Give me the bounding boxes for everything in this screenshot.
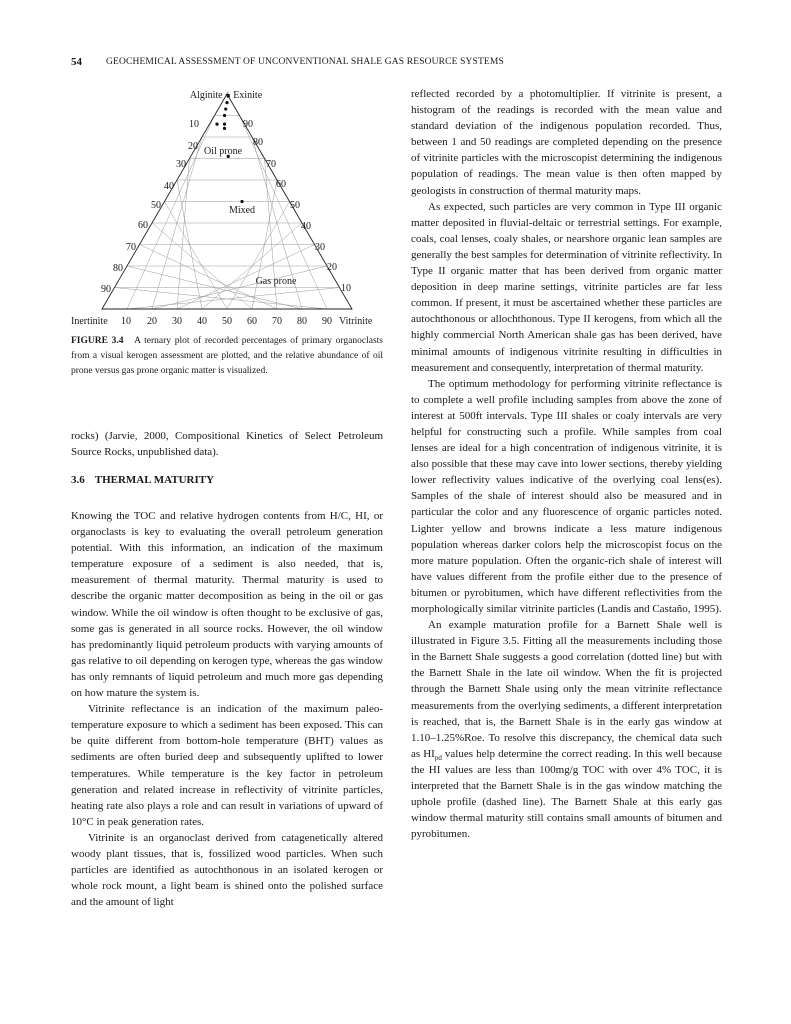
- page-number: 54: [71, 56, 82, 68]
- right-tick-30: 30: [315, 242, 325, 253]
- running-title: GEOCHEMICAL ASSESSMENT OF UNCONVENTIONAL SHALE GAS RESOURCE SYSTEMS: [106, 57, 504, 67]
- bottom-tick-80: 80: [297, 316, 307, 327]
- ternary-grid: [115, 116, 340, 310]
- bottom-tick-50: 50: [222, 316, 232, 327]
- bottom-tick-70: 70: [272, 316, 282, 327]
- right-tick-20: 20: [327, 262, 337, 273]
- bottom-tick-20: 20: [147, 316, 157, 327]
- left-tick-60: 60: [138, 220, 148, 231]
- data-point: [223, 114, 226, 117]
- left-column-top: [71, 428, 383, 460]
- figure-caption-label: FIGURE 3.4: [71, 336, 124, 346]
- ternary-plot: [68, 82, 386, 332]
- grid-line-left-parallel: [165, 202, 228, 310]
- left-paragraph-continuation: rocks) (Jarvie, 2000, Compositional Kinetics of Select Petroleum Source Rocks, unpublished data).: [71, 430, 383, 459]
- bottom-tick-60: 60: [247, 316, 257, 327]
- section-heading: [71, 474, 224, 486]
- left-tick-40: 40: [164, 181, 174, 192]
- right-paragraph-1: reflected recorded by a photomultiplier. If vitrinite is present, a histogram of the readings is recorded with the mean value and standard deviation of the indigenous population recorded. Thus, between 1 and 50 readings are completed depending on the presence of vitrinite particles with the microscopist determining the indigenous population of readings. The mean value is then often mapped by geologists in construction of thermal maturity maps.: [411, 88, 722, 197]
- zone-label-oil-prone: Oil prone: [203, 146, 243, 157]
- right-tick-90: 90: [243, 119, 253, 130]
- right-tick-60: 60: [276, 179, 286, 190]
- right-tick-70: 70: [266, 159, 276, 170]
- left-tick-80: 80: [113, 263, 123, 274]
- bottom-tick-30: 30: [172, 316, 182, 327]
- data-point: [223, 123, 226, 126]
- figure-caption: [71, 334, 383, 378]
- left-tick-20: 20: [188, 141, 198, 152]
- left-tick-30: 30: [176, 159, 186, 170]
- zone-label-mixed: Mixed: [228, 205, 256, 216]
- figure-caption-text: A ternary plot of recorded percentages of primary organoclasts from a visual kerogen assessment are plotted, and the relative abundance of oil prone versus gas prone organic matter is visualized.: [71, 336, 383, 376]
- section-title: THERMAL MATURITY: [94, 474, 215, 486]
- data-point: [225, 101, 228, 104]
- right-paragraph-2: As expected, such particles are very common in Type III organic matter deposited in fluvial-deltaic or terrestrial settings. For example, coals, coal lenses, coaly shales, or nearshore organic lean samples are generally the best samples for determination of vitrinite reflectivity. In Type II organic matter that has been derived from organic matter deposition in deep marine settings, vitrinite particles are far less common. If present, it must be ascertained whether these particles are autochthonous or allochthonous. Type II kerogens, from which all the highly commercial North American shale gas has been derived, have minimal amounts of indigenous vitrinite resulting in difficulties in measurement and consequently, interpretation of thermal maturity.: [411, 200, 722, 374]
- right-paragraph-3: The optimum methodology for performing vitrinite reflectance is to complete a well profile including samples from above the zone of interest at 500ft intervals. Type III shales or coaly intervals are very helpful for constructing such a profile. While samples from coal lenses are ideal for a high concentration of indigenous vitrinite, it is also possible that these may cave into lower sections, thereby yielding lower reflectivity values indicative of the overlying coal lens(es). Samples of the shale of interest should also be measured and in particular the color and any fluorescence of organic particles noted. Lighter yellow and browns indicate a less mature indigenous population whereas darker colors help the microscopist focus on the more mature population. Often the organic-rich shale of interest will have values different from the profile either due to the presence of bitumen or pyrobitumen, which have different reflectivities from the morphologically similar vitrinite particles (Landis and Castaño, 1995).: [411, 377, 722, 615]
- section-number: 3.6: [71, 474, 85, 486]
- hi-subscript: pd: [434, 754, 442, 763]
- right-tick-50: 50: [290, 200, 300, 211]
- left-tick-50: 50: [151, 200, 161, 211]
- bottom-right-label: Vitrinite: [339, 316, 373, 327]
- left-paragraph-1: Knowing the TOC and relative hydrogen contents from H/C, HI, or organoclasts is key to evaluating the overall petroleum generation potential. With this information, an indication of the maximum temperature exposure of a sediment is also needed, that is, measurement of thermal maturity. Thermal maturity is used to describe the organic matter decomposition as being in the oil or gas window. While the oil window is often thought to be exclusive of gas, some gas is generated in all source rocks. However, the oil window has predominantly liquid petroleum products with varying amounts of gas relative to oil depending on kerogen type, whereas the gas window has only remnants of liquid petroleum and much more gas depending on how mature the system is.: [71, 510, 383, 700]
- right-paragraph-4: [411, 617, 722, 842]
- apex-top-label: Alginite + Exinite: [189, 90, 263, 101]
- bottom-left-label: Inertinite: [71, 316, 108, 327]
- left-tick-10: 10: [189, 119, 199, 130]
- right-tick-40: 40: [301, 221, 311, 232]
- bottom-tick-90: 90: [322, 316, 332, 327]
- data-point: [240, 200, 243, 203]
- grid-line-left-parallel: [115, 288, 328, 310]
- data-point: [215, 123, 218, 126]
- right-tick-80: 80: [253, 137, 263, 148]
- data-point: [223, 127, 226, 130]
- zone-label-gas-prone: Gas prone: [255, 276, 297, 287]
- left-column-body: [71, 508, 383, 910]
- right-tick-10: 10: [341, 283, 351, 294]
- data-point: [224, 107, 227, 110]
- right-paragraph-4-part-2: values help determine the correct reading. In this well because the HI values are less than 100mg/g TOC with over 4% TOC, it is interpreted that the Barnett Shale is in the gas window matching the uphole profile (dashed line). The Barnett Shale at this early gas window thermal maturity still contains small amounts of bitumen and pyrobitumen.: [411, 747, 722, 841]
- right-paragraph-4-part-1: An example maturation profile for a Barnett Shale well is illustrated in Figure 3.5. Fitting all the measurements including those in the Barnett Shale suggests a good correlation (dotted line) but with the Barnett Shale in the late oil window. When the fit is projected through the Barnett Shale using only the mean vitrinite reflectance measurements from the overlying sediments, a different interpretation is reached, that is, the Barnett Shale is in the early gas window at 1.10–1.25%Roe. To resolve this discrepancy, the chemical data such as HI: [411, 619, 722, 760]
- left-tick-70: 70: [126, 242, 136, 253]
- right-column: [411, 86, 722, 842]
- left-paragraph-3: Vitrinite is an organoclast derived from catagenetically altered woody plant tissues, that is, fossilized wood particles. When such particles are identified as autochthonous in an isolated kerogen or whole rock mount, a light beam is shined onto the polished surface and the amount of light: [71, 831, 383, 909]
- bottom-tick-10: 10: [121, 316, 131, 327]
- bottom-tick-40: 40: [197, 316, 207, 327]
- left-tick-90: 90: [101, 284, 111, 295]
- left-paragraph-2: Vitrinite reflectance is an indication of the maximum paleo-temperature exposure to which a sediment has been exposed. This can be quite different from bottom-hole temperature (BHT) values as sediments are often buried deep and subsequently uplifted to lower temperatures. While temperature is the key factor in petroleum generation and related increase in reflectivity of vitrinite particles, heating rate also plays a role and can result in variations of upward of 10°C in peak generation rates.: [71, 703, 383, 828]
